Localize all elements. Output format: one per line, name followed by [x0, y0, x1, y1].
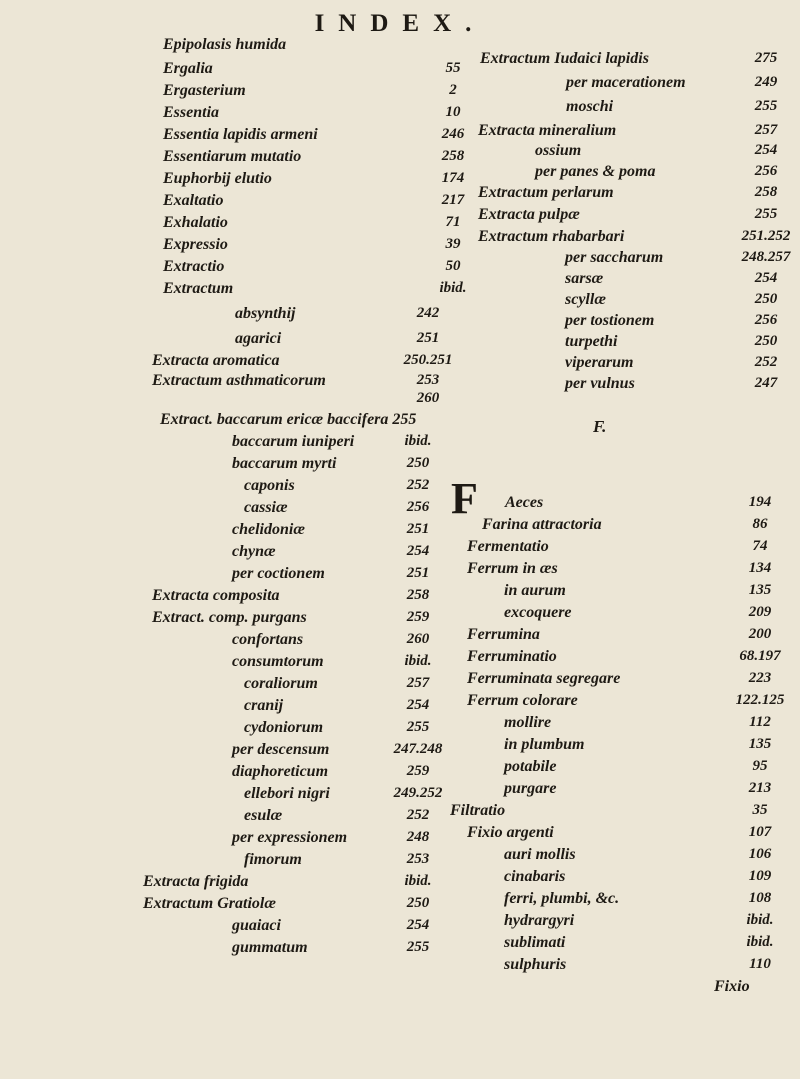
- index-term: baccarum iuniperi: [232, 433, 355, 450]
- left-index-entry: [0, 587, 430, 609]
- right-index-entry: [400, 312, 800, 334]
- right-index-entry: [400, 670, 800, 692]
- left-index-entry: [0, 939, 430, 961]
- left-index-entry: [0, 851, 430, 873]
- index-term: Extractum perlarum: [478, 184, 614, 201]
- index-term: in plumbum: [504, 736, 585, 753]
- index-term: agarici: [235, 330, 282, 347]
- right-index-entry: [400, 648, 800, 670]
- index-page-number: 254: [754, 142, 778, 158]
- left-index-entry: [0, 631, 430, 653]
- index-term: purgare: [504, 780, 557, 797]
- index-term: chynæ: [232, 543, 276, 560]
- index-page-number: 106: [748, 846, 772, 862]
- left-index-entry: [0, 60, 461, 82]
- index-page-number: 213: [748, 780, 772, 796]
- right-index-entry: [400, 142, 800, 164]
- index-page-number: 257: [754, 122, 778, 138]
- index-page-number: 255: [754, 206, 778, 222]
- index-page-number: ibid.: [404, 873, 432, 889]
- left-index-entry: [0, 609, 430, 631]
- right-index-entry: [400, 249, 800, 271]
- index-term: Extracta composita: [152, 587, 280, 604]
- index-term: viperarum: [565, 354, 634, 371]
- right-index-entry: [400, 934, 800, 956]
- right-index-entry: [400, 978, 800, 1000]
- right-index-entry: [400, 560, 800, 582]
- index-term: Epipolasis humida: [163, 36, 287, 53]
- index-page-number: ibid.: [404, 653, 432, 669]
- index-term: Extracta frigida: [143, 873, 249, 890]
- index-page-number: ibid.: [746, 912, 774, 928]
- index-term: Extracta aromatica: [152, 352, 280, 369]
- index-page-number: 247: [754, 375, 778, 391]
- right-index-entry: [400, 626, 800, 648]
- index-page-number: 256: [754, 163, 778, 179]
- index-page-number: 252: [754, 354, 778, 370]
- left-index-entry: [0, 829, 430, 851]
- right-index-entry: [400, 74, 800, 96]
- index-term: Ferrumina: [467, 626, 540, 643]
- right-index-entry: [400, 780, 800, 802]
- left-index-entry: [0, 82, 457, 104]
- index-page-number: 134: [748, 560, 772, 576]
- left-index-entry: [0, 148, 465, 170]
- index-term: Ferrum in æs: [467, 560, 558, 577]
- right-index-entry: [400, 333, 800, 355]
- index-page-number: 250: [406, 895, 430, 911]
- index-page-number: 258: [754, 184, 778, 200]
- index-term: hydrargyri: [504, 912, 575, 929]
- index-term: Essentia: [163, 104, 220, 121]
- index-term: auri mollis: [504, 846, 576, 863]
- index-page-number: 254: [754, 270, 778, 286]
- index-page-number: 250: [754, 291, 778, 307]
- index-term: moschi: [566, 98, 614, 115]
- index-term: cassiæ: [244, 499, 288, 516]
- index-page-number: 39: [445, 236, 461, 252]
- index-term: turpethi: [565, 333, 618, 350]
- right-index-entry: [400, 604, 800, 626]
- index-page-number: 122.125: [735, 692, 785, 708]
- index-term: Fermentatio: [467, 538, 549, 555]
- index-term: Expressio: [163, 236, 228, 253]
- left-index-entry: [0, 280, 467, 302]
- index-term: Euphorbij elutio: [163, 170, 272, 187]
- index-term: Extractum asthmaticorum: [152, 372, 326, 389]
- left-index-entry: [0, 36, 390, 58]
- index-page-number: 194: [748, 494, 772, 510]
- left-index-entry: [0, 305, 440, 327]
- index-page-number: 254: [406, 917, 430, 933]
- right-index-entry: [400, 692, 800, 714]
- index-term: per tostionem: [565, 312, 655, 329]
- index-page-number: 2: [449, 82, 457, 98]
- right-index-entry: [400, 538, 800, 560]
- index-page-number: 10: [445, 104, 461, 120]
- right-index-entry: [400, 122, 800, 144]
- index-page-number: 255: [406, 939, 430, 955]
- index-term: sublimati: [504, 934, 566, 951]
- index-term: per saccharum: [565, 249, 664, 266]
- index-term: Essentiarum mutatio: [163, 148, 302, 165]
- index-page-number: 68.197: [739, 648, 781, 664]
- index-page-number: 252: [406, 477, 430, 493]
- index-page-number: 251: [416, 330, 440, 346]
- left-index-entry: [0, 499, 430, 521]
- index-page-number: 209: [748, 604, 772, 620]
- index-term: Extractum rhabarbari: [478, 228, 625, 245]
- left-index-entry: [0, 719, 430, 741]
- index-term: confortans: [232, 631, 304, 648]
- right-index-entry: [400, 956, 800, 978]
- right-index-entry: [400, 868, 800, 890]
- index-term: Filtratio: [450, 802, 506, 819]
- index-term: baccarum myrti: [232, 455, 337, 472]
- index-page-number: 108: [748, 890, 772, 906]
- index-page-number: 242: [416, 305, 440, 321]
- page-header: INDEX.: [314, 10, 486, 37]
- index-page-number: 257: [406, 675, 430, 691]
- left-index-entry: [0, 126, 465, 148]
- index-term: Exaltatio: [163, 192, 224, 209]
- left-index-entry: [0, 433, 432, 455]
- index-page-number: 250: [754, 333, 778, 349]
- section-letter: F.: [593, 417, 607, 436]
- index-page-number: 248.257: [741, 249, 791, 265]
- index-page-number: 254: [406, 697, 430, 713]
- left-index-entry: [0, 104, 461, 126]
- index-page-number: 135: [748, 736, 772, 752]
- left-index-entry: [0, 330, 440, 352]
- right-index-entry: [400, 714, 800, 736]
- index-page-number: 107: [748, 824, 772, 840]
- index-term: per descensum: [232, 741, 330, 758]
- index-term: guaiaci: [232, 917, 281, 934]
- left-index-entry: [0, 390, 440, 412]
- index-page-number: 260: [406, 631, 430, 647]
- index-term: excoquere: [504, 604, 572, 621]
- index-term: sulphuris: [504, 956, 567, 973]
- index-term: Ferruminatio: [467, 648, 557, 665]
- index-page-number: 249.252: [393, 785, 443, 801]
- left-index-entry: [0, 565, 430, 587]
- left-index-entry: [0, 214, 461, 236]
- index-page-number: 253: [406, 851, 430, 867]
- index-term: absynthij: [235, 305, 296, 322]
- index-term: scyllæ: [565, 291, 606, 308]
- index-term: ossium: [535, 142, 582, 159]
- index-page-number: 255: [754, 98, 778, 114]
- index-page-number: 259: [406, 609, 430, 625]
- left-index-entry: [0, 236, 461, 258]
- index-page-number: 74: [752, 538, 768, 554]
- index-term: ellebori nigri: [244, 785, 330, 802]
- index-term: ferri, plumbi, &c.: [504, 890, 620, 907]
- index-page-number: 35: [752, 802, 768, 818]
- index-term: diaphoreticum: [232, 763, 329, 780]
- left-index-entry: [0, 895, 430, 917]
- index-term: per panes & poma: [535, 163, 656, 180]
- index-page-number: 71: [445, 214, 461, 230]
- index-term: per coctionem: [232, 565, 325, 582]
- left-index-entry: [0, 543, 430, 565]
- index-page-number: 55: [445, 60, 461, 76]
- left-index-entry: [0, 741, 443, 763]
- left-index-entry: [0, 352, 453, 374]
- index-term: Extract. baccarum ericæ baccifera 255: [160, 411, 417, 428]
- index-term: cranij: [244, 697, 284, 714]
- index-page-number: 251.252: [741, 228, 791, 244]
- index-term: Extractio: [163, 258, 225, 275]
- index-page-number: 258: [441, 148, 465, 164]
- index-term: Ferrum colorare: [467, 692, 578, 709]
- index-page-number: 251: [406, 521, 430, 537]
- right-index-entry: [400, 824, 800, 846]
- index-term: Extracta mineralium: [478, 122, 617, 139]
- drop-cap: F: [451, 474, 478, 523]
- index-page-number: 174: [441, 170, 465, 186]
- index-term: per expressionem: [232, 829, 348, 846]
- index-term: Farina attractoria: [482, 516, 602, 533]
- right-index-entry: [400, 802, 800, 824]
- index-term: Extracta pulpæ: [478, 206, 580, 223]
- index-page-number: 246: [441, 126, 465, 142]
- right-index-entry: [400, 270, 800, 292]
- index-page-number: ibid.: [439, 280, 467, 296]
- index-term: cydoniorum: [244, 719, 324, 736]
- right-index-entry: [400, 846, 800, 868]
- right-index-entry: [400, 163, 800, 185]
- left-index-entry: [0, 521, 430, 543]
- right-index-entry: [400, 184, 800, 206]
- left-index-entry: [0, 785, 443, 807]
- left-index-entry: [0, 192, 465, 214]
- index-page-number: ibid.: [746, 934, 774, 950]
- left-index-entry: [0, 763, 430, 785]
- index-term: Extractum Gratiolæ: [143, 895, 276, 912]
- index-page-number: 95: [752, 758, 768, 774]
- index-page-number: 256: [754, 312, 778, 328]
- left-index-entry: [0, 455, 430, 477]
- index-page-number: 112: [749, 714, 771, 730]
- index-page-number: 256: [406, 499, 430, 515]
- index-term: Fixio: [714, 978, 750, 995]
- index-page-number: 135: [748, 582, 772, 598]
- index-term: caponis: [244, 477, 295, 494]
- index-page-number: 86: [752, 516, 768, 532]
- index-term: Extractum Iudaici lapidis: [480, 50, 649, 67]
- right-index-entry: [400, 890, 800, 912]
- index-page-number: 248: [406, 829, 430, 845]
- index-term: consumtorum: [232, 653, 324, 670]
- index-page-number: 255: [406, 719, 430, 735]
- index-page-number: 253: [416, 372, 440, 388]
- index-term: in aurum: [504, 582, 566, 599]
- index-page-number: 249: [754, 74, 778, 90]
- index-term: coraliorum: [244, 675, 318, 692]
- right-index-entry: [400, 582, 800, 604]
- index-term: Aeces: [505, 494, 544, 511]
- index-page-number: 200: [748, 626, 772, 642]
- left-index-entry: [0, 697, 430, 719]
- left-index-entry: [0, 258, 461, 280]
- right-index-entry: [400, 206, 800, 228]
- index-page-number: 254: [406, 543, 430, 559]
- index-page-number: 252: [406, 807, 430, 823]
- index-term: Fixio argenti: [467, 824, 554, 841]
- index-term: per macerationem: [566, 74, 686, 91]
- right-index-entry: [400, 291, 800, 313]
- index-term: potabile: [504, 758, 557, 775]
- left-index-entry: [0, 873, 432, 895]
- index-page-number: 258: [406, 587, 430, 603]
- index-page-number: 260: [416, 390, 440, 406]
- index-term: mollire: [504, 714, 552, 731]
- index-term: chelidoniæ: [232, 521, 305, 538]
- left-index-entry: [0, 170, 465, 192]
- left-index-entry: [0, 477, 430, 499]
- index-term: Ergalia: [163, 60, 213, 77]
- right-index-entry: [400, 736, 800, 758]
- index-term: gummatum: [232, 939, 308, 956]
- right-index-entry: [400, 375, 800, 397]
- index-page-number: 275: [754, 50, 778, 66]
- index-page-number: 259: [406, 763, 430, 779]
- index-term: Extract. comp. purgans: [152, 609, 307, 626]
- index-page-number: 50: [445, 258, 461, 274]
- index-page-number: ibid.: [404, 433, 432, 449]
- index-page-number: 247.248: [393, 741, 443, 757]
- index-term: per vulnus: [565, 375, 635, 392]
- index-page-number: 223: [748, 670, 772, 686]
- index-term: fimorum: [244, 851, 302, 868]
- index-page-number: 109: [748, 868, 772, 884]
- index-page-number: 110: [749, 956, 771, 972]
- index-page-number: 217: [441, 192, 465, 208]
- right-index-entry: [400, 912, 800, 934]
- left-index-entry: [0, 807, 430, 829]
- index-term: Ferruminata segregare: [467, 670, 621, 687]
- index-term: sarsæ: [565, 270, 604, 287]
- right-index-entry: [400, 228, 800, 250]
- left-index-entry: [0, 411, 417, 433]
- left-index-entry: [0, 675, 430, 697]
- index-term: Ergasterium: [163, 82, 246, 99]
- right-index-entry: [400, 758, 800, 780]
- index-term: esulæ: [244, 807, 283, 824]
- left-index-entry: [0, 917, 430, 939]
- index-page-number: 250.251: [403, 352, 453, 368]
- index-term: cinabaris: [504, 868, 566, 885]
- right-index-entry: [400, 50, 800, 72]
- left-index-entry: [0, 653, 432, 675]
- index-term: Extractum: [163, 280, 234, 297]
- index-page-number: 250: [406, 455, 430, 471]
- index-term: Essentia lapidis armeni: [163, 126, 318, 143]
- right-index-entry: [400, 354, 800, 376]
- index-term: Exhalatio: [163, 214, 228, 231]
- index-page-number: 251: [406, 565, 430, 581]
- right-index-entry: [400, 98, 800, 120]
